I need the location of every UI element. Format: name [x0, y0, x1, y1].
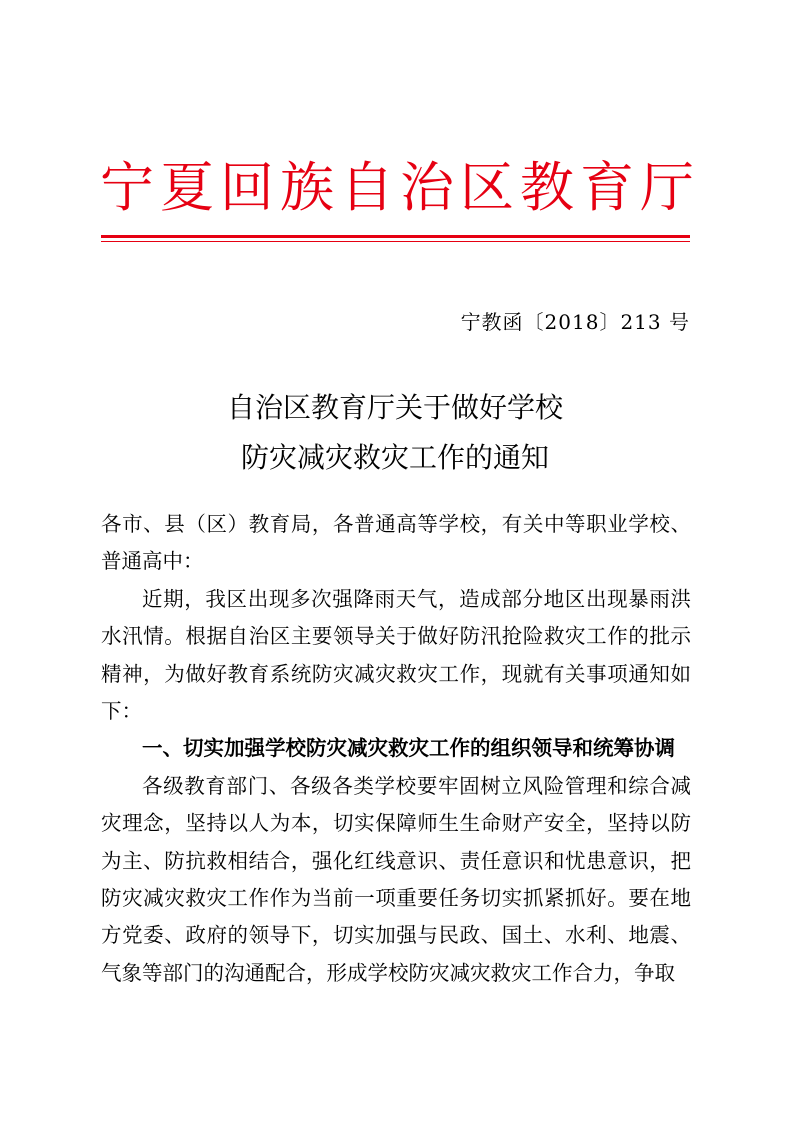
- header-red-rule-thin: [101, 241, 690, 242]
- document-number: 宁教函〔2018〕213 号: [460, 310, 690, 334]
- addressee: 各市、县（区）教育局，各普通高等学校，有关中等职业学校、普通高中：: [101, 512, 691, 574]
- header-red-rule-thick: [101, 235, 690, 238]
- document-body: [101, 506, 691, 992]
- document-title-line-2: 防灾减灾救灾工作的通知: [240, 441, 549, 474]
- section-heading: 一、切实加强学校防灾减灾救灾工作的组织领导和统筹协调: [142, 736, 675, 761]
- section-paragraph: 各级教育部门、各级各类学校要牢固树立风险管理和综合减灾理念，坚持以人为本，切实保障师生生命财产安全，坚持以防为主、防抗救相结合，强化红线意识、责任意识和忧患意识，把防灾减灾救灾工作作为当前一项重要任务切实抓紧抓好。要在地方党委、政府的领导下，切实加强与民政、国土、水利、地震、气象等部门的沟通配合，形成学校防灾减灾救灾工作合力，争取: [101, 773, 691, 985]
- agency-header-title: 宁夏回族自治区教育厅: [100, 156, 700, 219]
- document-title-line-1: 自治区教育厅关于做好学校: [226, 391, 563, 424]
- intro-paragraph: 近期，我区出现多次强降雨天气，造成部分地区出现暴雨洪水汛情。根据自治区主要领导关于做好防汛抢险救灾工作的批示精神，为做好教育系统防灾减灾救灾工作，现就有关事项通知如下：: [101, 586, 691, 724]
